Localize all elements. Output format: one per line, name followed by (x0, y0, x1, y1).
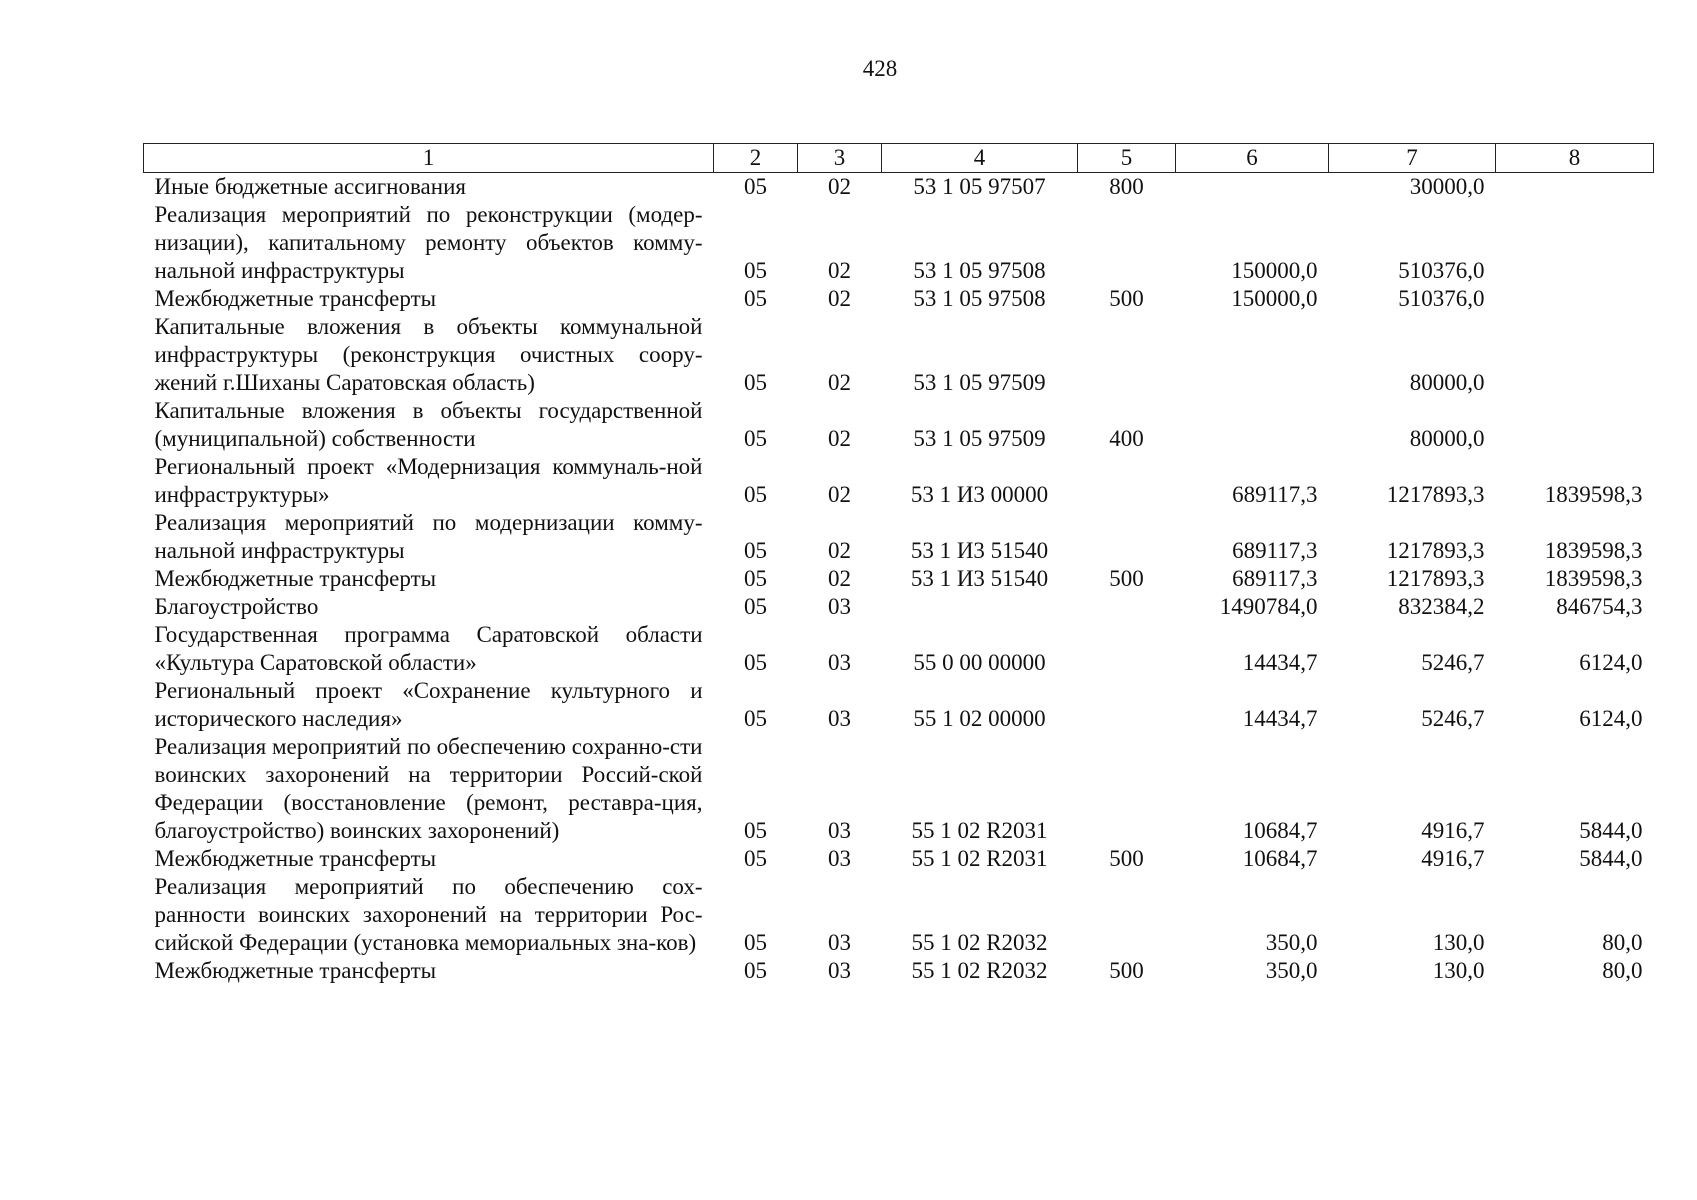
row-subsection: 02 (828, 370, 851, 395)
row-name: Благоустройство (154, 594, 319, 619)
row-value-7: 510376,0 (1398, 258, 1485, 283)
row-name: Капитальные вложения в объекты коммунальной инфраструктуры (реконструкция очистных соору-жений г.Шиханы Саратовская область) (154, 314, 703, 395)
header-col-3: 3 (798, 144, 882, 173)
row-subsection: 03 (828, 818, 851, 843)
row-value-6: 150000,0 (1231, 258, 1318, 283)
header-col-8: 8 (1496, 144, 1654, 173)
row-section: 05 (744, 174, 767, 199)
row-value-6: 350,0 (1265, 958, 1318, 983)
row-subsection: 02 (828, 566, 851, 591)
header-col-4: 4 (882, 144, 1078, 173)
row-expense-type (1078, 873, 1176, 957)
row-target-code: 55 1 02 R2032 (911, 958, 1048, 983)
row-value-8 (1496, 397, 1654, 453)
row-value-8: 1839598,3 (1544, 566, 1643, 591)
row-section: 05 (744, 818, 767, 843)
row-subsection: 02 (828, 174, 851, 199)
table-header (144, 144, 1654, 173)
row-value-7: 80000,0 (1409, 370, 1485, 395)
row-expense-type: 500 (1109, 958, 1144, 983)
row-section: 05 (744, 930, 767, 955)
header-col-2: 2 (714, 144, 798, 173)
row-value-8: 5844,0 (1579, 818, 1643, 843)
row-target-code: 53 1 05 97507 (913, 174, 1046, 199)
row-section: 05 (744, 258, 767, 283)
row-name: Межбюджетные трансферты (154, 958, 437, 983)
row-target-code: 53 1 И3 51540 (910, 566, 1049, 591)
row-name: Государственная программа Саратовской области «Культура Саратовской области» (154, 622, 703, 675)
row-value-8: 846754,3 (1556, 594, 1643, 619)
table-row (144, 733, 1654, 845)
row-subsection: 02 (828, 482, 851, 507)
row-value-7: 1217893,3 (1386, 538, 1485, 563)
row-subsection: 03 (828, 594, 851, 619)
row-expense-type (1078, 677, 1176, 733)
row-value-8: 6124,0 (1579, 650, 1643, 675)
row-value-7: 1217893,3 (1386, 566, 1485, 591)
row-name: Иные бюджетные ассигнования (154, 174, 466, 199)
row-value-7: 4916,7 (1421, 846, 1485, 871)
row-value-6: 10684,7 (1242, 846, 1318, 871)
row-value-6 (1176, 313, 1329, 397)
row-value-8: 1839598,3 (1544, 482, 1643, 507)
row-section: 05 (744, 650, 767, 675)
row-section: 05 (744, 958, 767, 983)
row-expense-type (1078, 201, 1176, 285)
row-value-8 (1496, 313, 1654, 397)
row-value-6: 1490784,0 (1219, 594, 1318, 619)
row-name: Реализация мероприятий по обеспечению сох-ранности воинских захоронений на территории Рос-сийской Федерации (установка мемориальных зна-ков) (154, 874, 703, 955)
row-target-code: 53 1 05 97509 (913, 426, 1046, 451)
row-value-8: 1839598,3 (1544, 538, 1643, 563)
row-section: 05 (744, 706, 767, 731)
row-name: Реализация мероприятий по модернизации комму-нальной инфраструктуры (154, 510, 703, 563)
row-target-code: 53 1 05 97508 (913, 286, 1046, 311)
row-target-code: 55 1 02 R2031 (911, 818, 1048, 843)
table-row (144, 957, 1654, 985)
table-row (144, 565, 1654, 593)
row-name: Межбюджетные трансферты (154, 286, 437, 311)
row-value-7: 5246,7 (1421, 706, 1485, 731)
row-value-7: 510376,0 (1398, 286, 1485, 311)
row-section: 05 (744, 566, 767, 591)
row-name: Региональный проект «Сохранение культурного и исторического наследия» (154, 678, 703, 731)
row-value-8 (1496, 173, 1654, 202)
row-target-code (882, 593, 1078, 621)
row-expense-type (1078, 593, 1176, 621)
header-col-1: 1 (144, 144, 714, 173)
row-value-7: 130,0 (1432, 958, 1485, 983)
row-name: Реализация мероприятий по обеспечению сохранно-сти воинских захоронений на территории Россий-ской Федерации (восстановление (ремонт, реставра-ция, благоустройство) воинских захоронений) (154, 734, 703, 843)
table-row (144, 201, 1654, 285)
row-value-6: 689117,3 (1232, 566, 1318, 591)
row-subsection: 02 (828, 286, 851, 311)
row-value-6: 14434,7 (1242, 706, 1318, 731)
budget-table (143, 143, 1654, 985)
row-name: Реализация мероприятий по реконструкции (модер-низации), капитальному ремонту объектов комму-нальной инфраструктуры (154, 202, 703, 283)
row-subsection: 03 (828, 930, 851, 955)
header-row (144, 144, 1654, 173)
row-target-code: 53 1 И3 51540 (910, 538, 1049, 563)
row-expense-type: 500 (1109, 286, 1144, 311)
row-subsection: 02 (828, 426, 851, 451)
row-target-code: 53 1 05 97508 (913, 258, 1046, 283)
row-target-code: 55 0 00 00000 (913, 650, 1046, 675)
table-row (144, 173, 1654, 202)
row-expense-type: 500 (1109, 846, 1144, 871)
row-value-6: 14434,7 (1242, 650, 1318, 675)
row-target-code: 53 1 05 97509 (913, 370, 1046, 395)
row-expense-type: 400 (1109, 426, 1144, 451)
row-name: Капитальные вложения в объекты государственной (муниципальной) собственности (154, 398, 703, 451)
row-subsection: 03 (828, 706, 851, 731)
row-target-code: 55 1 02 R2032 (911, 930, 1048, 955)
row-value-6: 689117,3 (1232, 482, 1318, 507)
row-target-code: 55 1 02 R2031 (911, 846, 1048, 871)
row-value-6: 689117,3 (1232, 538, 1318, 563)
row-value-6: 150000,0 (1231, 286, 1318, 311)
row-section: 05 (744, 370, 767, 395)
row-section: 05 (744, 286, 767, 311)
table-row (144, 509, 1654, 565)
table-row (144, 453, 1654, 509)
row-name: Межбюджетные трансферты (154, 846, 437, 871)
row-value-7: 30000,0 (1409, 174, 1485, 199)
row-name: Региональный проект «Модернизация коммуналь-ной инфраструктуры» (154, 454, 703, 507)
row-expense-type (1078, 509, 1176, 565)
row-subsection: 02 (828, 258, 851, 283)
row-section: 05 (744, 846, 767, 871)
table-row (144, 677, 1654, 733)
row-value-6 (1176, 173, 1329, 202)
row-expense-type (1078, 313, 1176, 397)
row-value-8: 80,0 (1602, 930, 1643, 955)
row-section: 05 (744, 594, 767, 619)
table-row (144, 873, 1654, 957)
row-value-7: 80000,0 (1409, 426, 1485, 451)
row-value-8: 6124,0 (1579, 706, 1643, 731)
row-value-7: 832384,2 (1398, 594, 1485, 619)
row-target-code: 55 1 02 00000 (913, 706, 1046, 731)
row-section: 05 (744, 538, 767, 563)
row-subsection: 03 (828, 958, 851, 983)
table-row (144, 621, 1654, 677)
row-expense-type: 500 (1109, 566, 1144, 591)
row-section: 05 (744, 482, 767, 507)
table-row (144, 313, 1654, 397)
row-subsection: 02 (828, 538, 851, 563)
row-expense-type (1078, 453, 1176, 509)
row-value-7: 4916,7 (1421, 818, 1485, 843)
row-target-code: 53 1 И3 00000 (910, 482, 1049, 507)
row-value-8: 80,0 (1602, 958, 1643, 983)
header-col-7: 7 (1329, 144, 1496, 173)
row-subsection: 03 (828, 650, 851, 675)
row-value-8: 5844,0 (1579, 846, 1643, 871)
row-value-6: 350,0 (1265, 930, 1318, 955)
header-col-6: 6 (1176, 144, 1329, 173)
page-number: 428 (862, 56, 898, 81)
row-subsection: 03 (828, 846, 851, 871)
row-value-8 (1496, 201, 1654, 285)
row-value-6: 10684,7 (1242, 818, 1318, 843)
table-row (144, 285, 1654, 313)
row-expense-type (1078, 621, 1176, 677)
row-value-6 (1176, 397, 1329, 453)
row-section: 05 (744, 426, 767, 451)
table-row (144, 845, 1654, 873)
row-value-7: 5246,7 (1421, 650, 1485, 675)
table-row (144, 593, 1654, 621)
row-value-8 (1496, 285, 1654, 313)
row-value-7: 1217893,3 (1386, 482, 1485, 507)
row-expense-type (1078, 733, 1176, 845)
row-name: Межбюджетные трансферты (154, 566, 437, 591)
header-col-5: 5 (1078, 144, 1176, 173)
table-body (144, 173, 1654, 986)
table-row (144, 397, 1654, 453)
row-value-7: 130,0 (1432, 930, 1485, 955)
row-expense-type: 800 (1109, 174, 1144, 199)
